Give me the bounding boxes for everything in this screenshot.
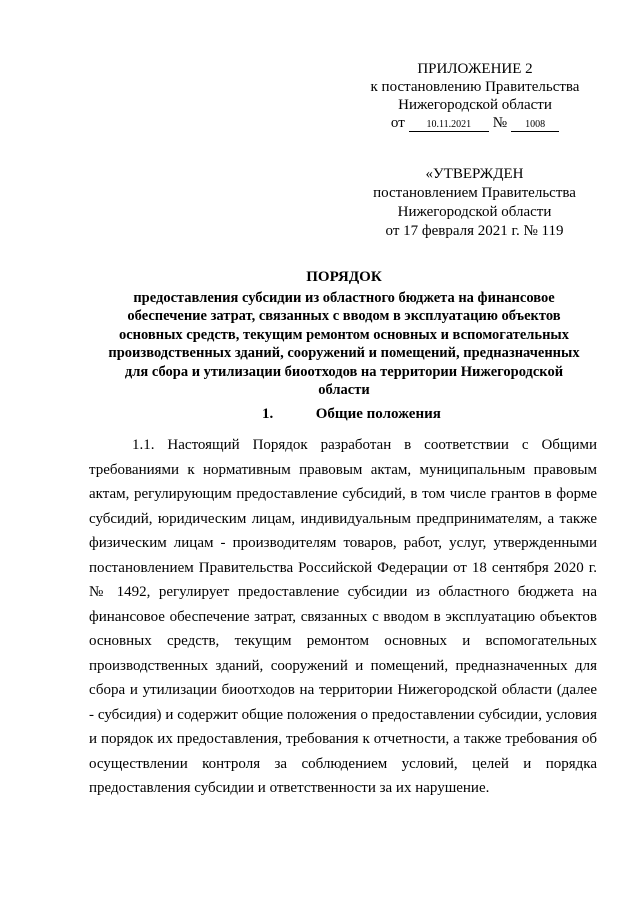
approved-line-4: от 17 февраля 2021 г. № 119 [385,223,564,239]
approved-line-3: Нижегородской области [397,204,552,220]
section-heading [262,406,441,423]
date-prefix: от [390,115,405,131]
number-sign: № [492,115,508,131]
title-heading: ПОРЯДОК [306,269,382,285]
appendix-block [360,60,590,132]
title-subtitle: предоставления субсидии из областного бюджета на финансовое обеспечение затрат, связанных с вводом в эксплуатацию объектов основных средств, текущим ремонтом основных и вспомогательных производственных зданий, сооружений и помещений, предназначенных для сбора и утилизации биоотходов на территории Нижегородской области [108,289,580,398]
decree-number: 1008 [511,119,559,132]
section-number: 1. [262,406,274,422]
approved-block [352,165,597,241]
paragraph-1-1: 1.1. Настоящий Порядок разработан в соответствии с Общими требованиями к нормативным правовым актам, муниципальным правовым актам, регулирующим предоставление субсидий, в том числе грантов в форме субсидий, юридическим лицам, индивидуальным предпринимателям, а также физическим лицам - производителям товаров, работ, услуг, утвержденными постановлением Правительства Российской Федерации от 18 сентября 2020 г. № 1492, регулирует предоставление субсидии из областного бюджета на финансовое обеспечение затрат, связанных с вводом в эксплуатацию объектов основных средств, текущим ремонтом основных и вспомогательных производственных зданий, сооружений и помещений, предназначенных для сбора и утилизации биоотходов на территории Нижегородской области (далее - субсидия) и содержит общие положения о предоставлении субсидии, условия и порядок их предоставления, требования к отчетности, а также требования об осуществлении контроля за соблюдением условий, целей и порядка предоставления субсидии и ответственности за их нарушение. [89,437,597,796]
decree-date-line [360,114,590,132]
appendix-line-1: к постановлению Правительства [370,79,580,95]
appendix-line-2: Нижегородской области [398,97,552,113]
decree-date: 10.11.2021 [409,119,489,132]
appendix-title: ПРИЛОЖЕНИЕ 2 [417,61,533,77]
document-title [100,268,588,400]
approved-line-1: «УТВЕРЖДЕН [425,166,524,182]
approved-line-2: постановлением Правительства [373,185,576,201]
section-title: Общие положения [315,406,441,422]
